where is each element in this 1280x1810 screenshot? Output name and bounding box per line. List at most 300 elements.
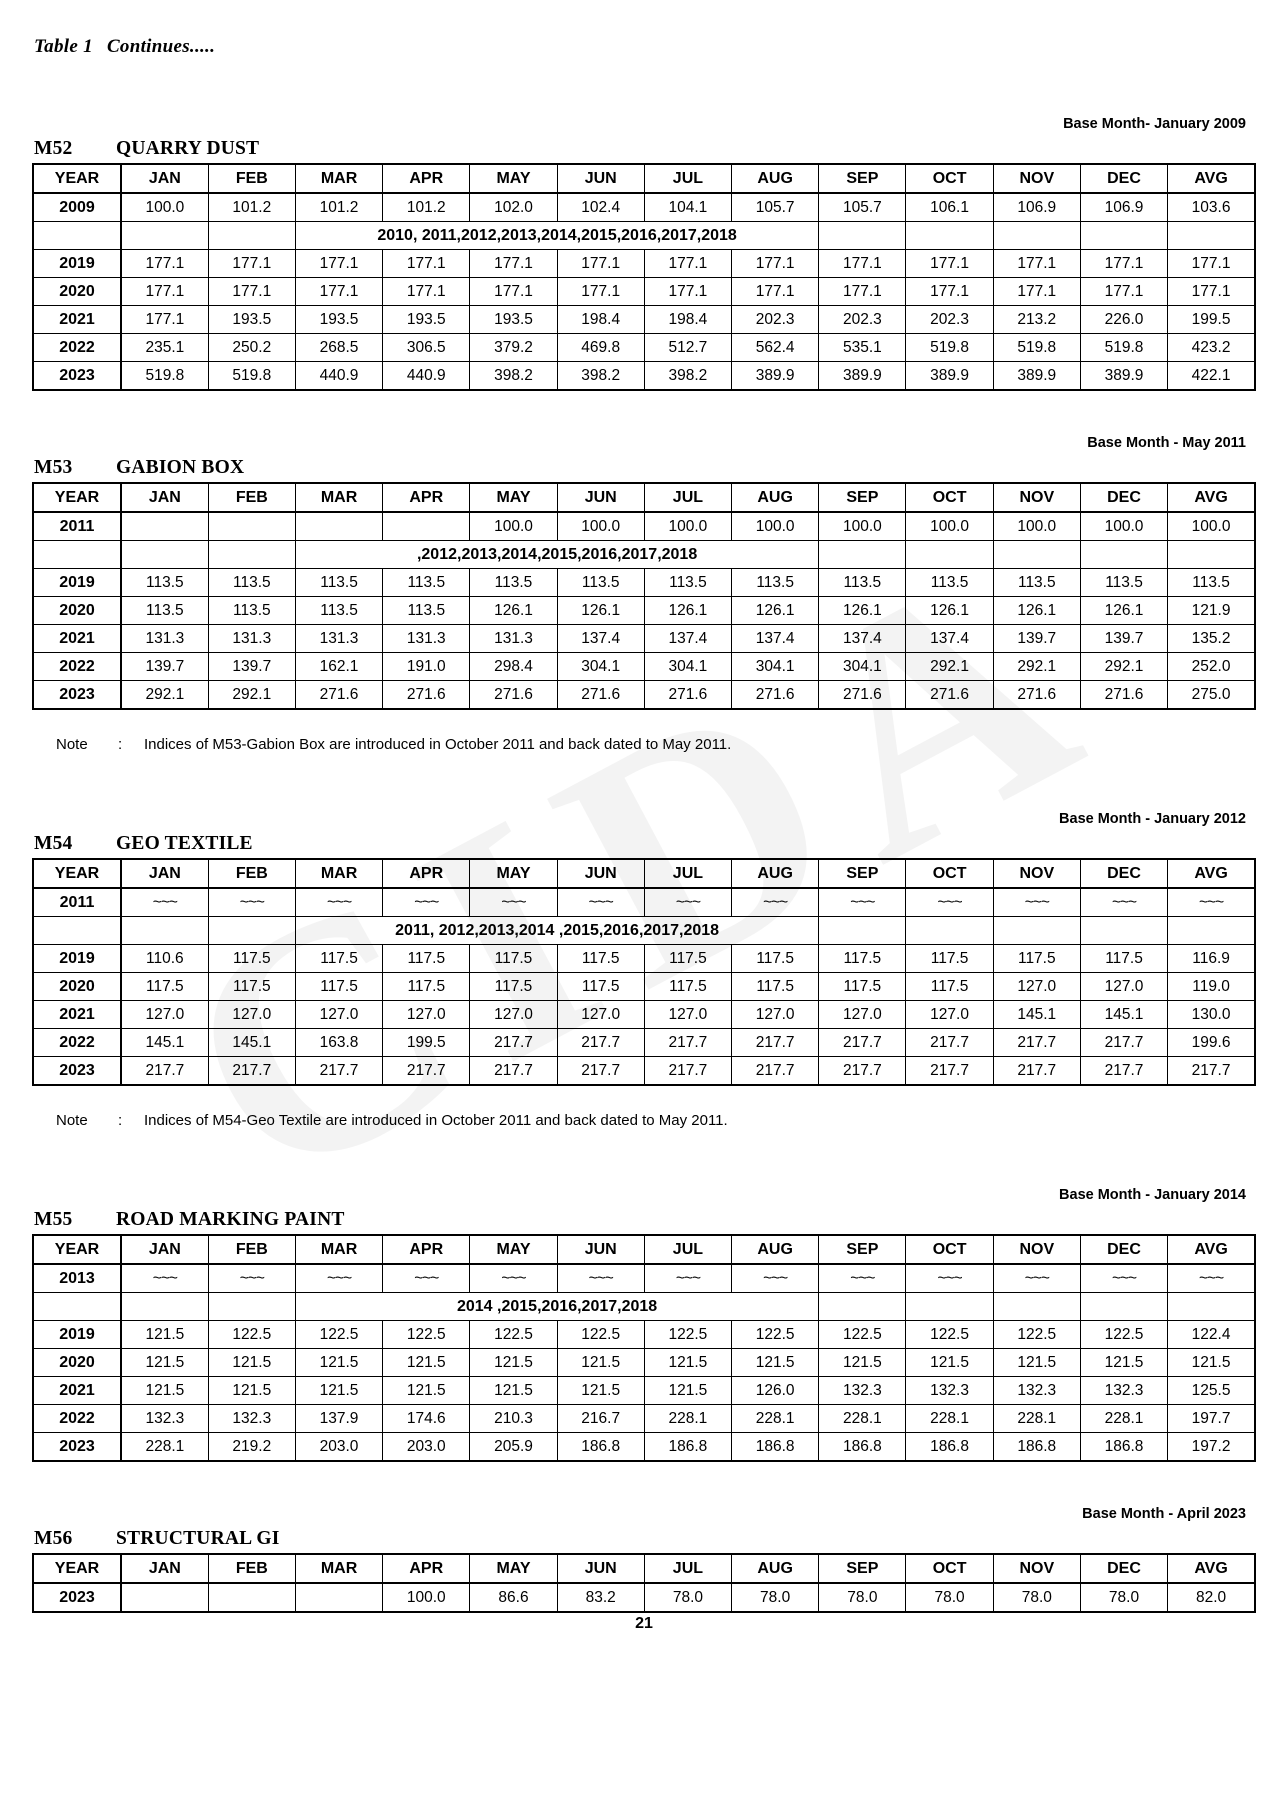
cell-feb: 193.5: [208, 306, 295, 334]
cell-sep: ~~~: [819, 1264, 906, 1293]
col-nov: NOV: [993, 164, 1080, 193]
cell-avg: 122.4: [1168, 1321, 1255, 1349]
row-year: 2011: [33, 512, 121, 541]
cell-apr: 101.2: [383, 193, 470, 222]
cell-avg: 130.0: [1168, 1001, 1255, 1029]
cell-feb: 132.3: [208, 1405, 295, 1433]
cell-apr: 113.5: [383, 597, 470, 625]
cell-aug: 562.4: [732, 334, 819, 362]
cell-apr: 199.5: [383, 1029, 470, 1057]
cell-feb: 117.5: [208, 945, 295, 973]
col-oct: OCT: [906, 483, 993, 512]
table-body-m55: [33, 1264, 1255, 1461]
cell-jun: 126.1: [557, 597, 644, 625]
span-pad-right: [1168, 917, 1255, 945]
cell-oct: 122.5: [906, 1321, 993, 1349]
cell-jun: 177.1: [557, 250, 644, 278]
cell-feb: 113.5: [208, 569, 295, 597]
cell-apr: 121.5: [383, 1349, 470, 1377]
col-avg: AVG: [1168, 1554, 1255, 1583]
cell-oct: 217.7: [906, 1057, 993, 1086]
span-pad-right: [993, 917, 1080, 945]
cell-jun: 217.7: [557, 1057, 644, 1086]
cell-sep: 186.8: [819, 1433, 906, 1462]
cell-nov: 217.7: [993, 1029, 1080, 1057]
cell-sep: ~~~: [819, 888, 906, 917]
cell-jul: 121.5: [644, 1349, 731, 1377]
base-month-m54: Base Month - January 2012: [1059, 811, 1246, 827]
cell-may: 205.9: [470, 1433, 557, 1462]
col-jun: JUN: [557, 483, 644, 512]
cell-sep: 217.7: [819, 1029, 906, 1057]
cell-oct: 292.1: [906, 653, 993, 681]
cell-nov: ~~~: [993, 888, 1080, 917]
col-year: YEAR: [33, 1235, 121, 1264]
cell-oct: 519.8: [906, 334, 993, 362]
row-year: [33, 541, 121, 569]
cell-may: 210.3: [470, 1405, 557, 1433]
cell-oct: 389.9: [906, 362, 993, 391]
cell-oct: 217.7: [906, 1029, 993, 1057]
cell-jun: 469.8: [557, 334, 644, 362]
span-pad-right: [1168, 541, 1255, 569]
row-year: 2020: [33, 597, 121, 625]
table-body-m53: [33, 512, 1255, 709]
col-avg: AVG: [1168, 859, 1255, 888]
table-row: [33, 1321, 1255, 1349]
cell-apr: 121.5: [383, 1377, 470, 1405]
cell-sep: 100.0: [819, 512, 906, 541]
col-jul: JUL: [644, 859, 731, 888]
cell-jul: 113.5: [644, 569, 731, 597]
table-row: [33, 250, 1255, 278]
span-pad-left: [208, 917, 295, 945]
cell-mar: ~~~: [295, 1264, 382, 1293]
cell-jan: 113.5: [121, 597, 208, 625]
cell-mar: 177.1: [295, 250, 382, 278]
span-pad-right: [819, 917, 906, 945]
cell-avg: ~~~: [1168, 1264, 1255, 1293]
col-mar: MAR: [295, 1554, 382, 1583]
cell-jun: 83.2: [557, 1583, 644, 1612]
row-year: 2022: [33, 334, 121, 362]
cell-aug: 117.5: [732, 973, 819, 1001]
cell-jan: 292.1: [121, 681, 208, 710]
cell-jan: 139.7: [121, 653, 208, 681]
table-m56: [32, 1553, 1256, 1613]
col-dec: DEC: [1080, 1235, 1167, 1264]
table-code-m55: M55: [34, 1209, 73, 1230]
cell-sep: 137.4: [819, 625, 906, 653]
cell-may: 127.0: [470, 1001, 557, 1029]
span-pad-left: [208, 222, 295, 250]
cell-sep: 117.5: [819, 973, 906, 1001]
cell-feb: ~~~: [208, 888, 295, 917]
cell-jan: 177.1: [121, 306, 208, 334]
cell-aug: 121.5: [732, 1349, 819, 1377]
table-name-m56: STRUCTURAL GI: [116, 1528, 280, 1549]
col-avg: AVG: [1168, 164, 1255, 193]
cell-jun: 216.7: [557, 1405, 644, 1433]
span-pad-right: [1080, 1293, 1167, 1321]
table-m55: [32, 1234, 1256, 1462]
table-header-row: [33, 1235, 1255, 1264]
cell-sep: 78.0: [819, 1583, 906, 1612]
cell-aug: 126.1: [732, 597, 819, 625]
col-feb: FEB: [208, 483, 295, 512]
row-year: 2011: [33, 888, 121, 917]
table-span-row: [33, 222, 1255, 250]
cell-sep: 105.7: [819, 193, 906, 222]
cell-dec: 389.9: [1080, 362, 1167, 391]
row-year: 2020: [33, 973, 121, 1001]
row-year: 2021: [33, 306, 121, 334]
col-feb: FEB: [208, 1554, 295, 1583]
cell-mar: 440.9: [295, 362, 382, 391]
cell-jul: 78.0: [644, 1583, 731, 1612]
cell-avg: 103.6: [1168, 193, 1255, 222]
cell-may: 86.6: [470, 1583, 557, 1612]
cell-mar: 127.0: [295, 1001, 382, 1029]
cell-jul: 122.5: [644, 1321, 731, 1349]
cell-feb: 131.3: [208, 625, 295, 653]
table-title-m55: [34, 1209, 1252, 1231]
cell-oct: 78.0: [906, 1583, 993, 1612]
cell-feb: 121.5: [208, 1377, 295, 1405]
cell-apr: 191.0: [383, 653, 470, 681]
col-sep: SEP: [819, 1235, 906, 1264]
cell-apr: 131.3: [383, 625, 470, 653]
table-row: [33, 569, 1255, 597]
cell-nov: 177.1: [993, 278, 1080, 306]
col-sep: SEP: [819, 164, 906, 193]
span-pad-right: [819, 222, 906, 250]
span-pad-left: [208, 541, 295, 569]
cell-may: 121.5: [470, 1349, 557, 1377]
table-header-row: [33, 164, 1255, 193]
table-row: [33, 1433, 1255, 1462]
col-jan: JAN: [121, 859, 208, 888]
cell-jun: 121.5: [557, 1349, 644, 1377]
cell-nov: 145.1: [993, 1001, 1080, 1029]
cell-aug: 117.5: [732, 945, 819, 973]
col-jan: JAN: [121, 1235, 208, 1264]
col-mar: MAR: [295, 483, 382, 512]
cell-oct: 126.1: [906, 597, 993, 625]
cell-mar: 163.8: [295, 1029, 382, 1057]
table-row: [33, 334, 1255, 362]
cell-may: 193.5: [470, 306, 557, 334]
span-pad-left: [121, 917, 208, 945]
cell-aug: 100.0: [732, 512, 819, 541]
cell-jan: 177.1: [121, 278, 208, 306]
table-m52: [32, 163, 1256, 391]
note-m53: [56, 736, 1252, 753]
cell-feb: 117.5: [208, 973, 295, 1001]
cell-sep: 271.6: [819, 681, 906, 710]
cell-jun: 271.6: [557, 681, 644, 710]
cell-sep: 304.1: [819, 653, 906, 681]
table-row: [33, 1057, 1255, 1086]
row-year: 2023: [33, 1057, 121, 1086]
row-year: 2019: [33, 569, 121, 597]
cell-dec: 113.5: [1080, 569, 1167, 597]
cell-dec: 145.1: [1080, 1001, 1167, 1029]
cell-feb: 113.5: [208, 597, 295, 625]
cell-nov: ~~~: [993, 1264, 1080, 1293]
cell-may: 126.1: [470, 597, 557, 625]
cell-feb: [208, 512, 295, 541]
cell-may: 298.4: [470, 653, 557, 681]
col-dec: DEC: [1080, 164, 1167, 193]
cell-nov: 519.8: [993, 334, 1080, 362]
cell-dec: 127.0: [1080, 973, 1167, 1001]
cell-dec: ~~~: [1080, 888, 1167, 917]
col-mar: MAR: [295, 164, 382, 193]
cell-feb: 177.1: [208, 250, 295, 278]
cell-nov: 177.1: [993, 250, 1080, 278]
cell-may: ~~~: [470, 1264, 557, 1293]
table-row: [33, 306, 1255, 334]
col-oct: OCT: [906, 164, 993, 193]
col-aug: AUG: [732, 859, 819, 888]
cell-avg: 422.1: [1168, 362, 1255, 391]
cell-jan: 117.5: [121, 973, 208, 1001]
col-apr: APR: [383, 859, 470, 888]
cell-dec: 228.1: [1080, 1405, 1167, 1433]
cell-aug: 202.3: [732, 306, 819, 334]
cell-mar: 217.7: [295, 1057, 382, 1086]
cell-nov: 122.5: [993, 1321, 1080, 1349]
cell-may: 121.5: [470, 1377, 557, 1405]
cell-jul: 217.7: [644, 1029, 731, 1057]
table-row: [33, 681, 1255, 710]
cell-nov: 126.1: [993, 597, 1080, 625]
cell-jan: 235.1: [121, 334, 208, 362]
col-oct: OCT: [906, 1554, 993, 1583]
cell-jun: 217.7: [557, 1029, 644, 1057]
cell-avg: 116.9: [1168, 945, 1255, 973]
cell-mar: 268.5: [295, 334, 382, 362]
cell-jan: 228.1: [121, 1433, 208, 1462]
cell-nov: 132.3: [993, 1377, 1080, 1405]
cell-aug: 126.0: [732, 1377, 819, 1405]
cell-avg: 113.5: [1168, 569, 1255, 597]
table-row: [33, 193, 1255, 222]
cell-nov: 271.6: [993, 681, 1080, 710]
cell-aug: 304.1: [732, 653, 819, 681]
table-row: [33, 597, 1255, 625]
row-year: 2023: [33, 362, 121, 391]
cell-aug: 127.0: [732, 1001, 819, 1029]
col-jul: JUL: [644, 1554, 731, 1583]
cell-jul: 121.5: [644, 1377, 731, 1405]
cell-jan: 217.7: [121, 1057, 208, 1086]
cell-jul: 137.4: [644, 625, 731, 653]
table-row: [33, 1001, 1255, 1029]
cell-nov: 228.1: [993, 1405, 1080, 1433]
table-code-m54: M54: [34, 833, 73, 854]
span-pad-right: [1168, 222, 1255, 250]
cell-avg: 121.9: [1168, 597, 1255, 625]
col-aug: AUG: [732, 1235, 819, 1264]
cell-apr: 440.9: [383, 362, 470, 391]
cell-oct: 106.1: [906, 193, 993, 222]
note-m54: [56, 1112, 1252, 1129]
document-header: [34, 36, 1252, 58]
cell-nov: 127.0: [993, 973, 1080, 1001]
cell-nov: 292.1: [993, 653, 1080, 681]
cell-apr: 177.1: [383, 278, 470, 306]
cell-feb: ~~~: [208, 1264, 295, 1293]
cell-may: 131.3: [470, 625, 557, 653]
cell-may: 217.7: [470, 1029, 557, 1057]
cell-dec: 78.0: [1080, 1583, 1167, 1612]
cell-mar: 101.2: [295, 193, 382, 222]
col-may: MAY: [470, 164, 557, 193]
cell-mar: [295, 1583, 382, 1612]
cell-dec: 122.5: [1080, 1321, 1167, 1349]
cell-jan: 121.5: [121, 1377, 208, 1405]
col-jul: JUL: [644, 483, 731, 512]
cell-jun: 177.1: [557, 278, 644, 306]
span-pad-right: [1080, 541, 1167, 569]
base-month-m52: Base Month- January 2009: [1063, 116, 1246, 132]
cell-apr: 174.6: [383, 1405, 470, 1433]
table-row: [33, 973, 1255, 1001]
cell-jan: ~~~: [121, 888, 208, 917]
cell-jul: 217.7: [644, 1057, 731, 1086]
cell-apr: 203.0: [383, 1433, 470, 1462]
cell-apr: ~~~: [383, 1264, 470, 1293]
cell-dec: 217.7: [1080, 1029, 1167, 1057]
table-row: [33, 1405, 1255, 1433]
cell-feb: 121.5: [208, 1349, 295, 1377]
cell-dec: 106.9: [1080, 193, 1167, 222]
cell-jun: 102.4: [557, 193, 644, 222]
cell-avg: 252.0: [1168, 653, 1255, 681]
cell-feb: 127.0: [208, 1001, 295, 1029]
row-year: 2009: [33, 193, 121, 222]
col-apr: APR: [383, 1235, 470, 1264]
cell-nov: 213.2: [993, 306, 1080, 334]
table-row: [33, 625, 1255, 653]
col-oct: OCT: [906, 1235, 993, 1264]
col-nov: NOV: [993, 483, 1080, 512]
cell-oct: 271.6: [906, 681, 993, 710]
cell-jun: 113.5: [557, 569, 644, 597]
cell-nov: 113.5: [993, 569, 1080, 597]
cell-dec: 271.6: [1080, 681, 1167, 710]
col-jan: JAN: [121, 1554, 208, 1583]
table-name-m53: GABION BOX: [116, 457, 245, 478]
cell-aug: ~~~: [732, 1264, 819, 1293]
row-year: 2022: [33, 1405, 121, 1433]
cell-oct: 186.8: [906, 1433, 993, 1462]
cell-nov: 117.5: [993, 945, 1080, 973]
span-pad-left: [121, 1293, 208, 1321]
cell-apr: 177.1: [383, 250, 470, 278]
cell-avg: 199.5: [1168, 306, 1255, 334]
cell-jan: 121.5: [121, 1321, 208, 1349]
cell-sep: 117.5: [819, 945, 906, 973]
cell-oct: 127.0: [906, 1001, 993, 1029]
cell-oct: 117.5: [906, 945, 993, 973]
table-name-m52: QUARRY DUST: [116, 138, 260, 159]
cell-aug: 217.7: [732, 1057, 819, 1086]
cell-dec: 100.0: [1080, 512, 1167, 541]
row-year: 2013: [33, 1264, 121, 1293]
cell-sep: 113.5: [819, 569, 906, 597]
table-span-row: [33, 917, 1255, 945]
col-sep: SEP: [819, 1554, 906, 1583]
note-label: Note: [56, 736, 88, 753]
cell-jun: ~~~: [557, 888, 644, 917]
cell-jun: 100.0: [557, 512, 644, 541]
col-year: YEAR: [33, 164, 121, 193]
cell-mar: 117.5: [295, 945, 382, 973]
cell-oct: 177.1: [906, 250, 993, 278]
cell-jun: 304.1: [557, 653, 644, 681]
cell-feb: 122.5: [208, 1321, 295, 1349]
cell-dec: 519.8: [1080, 334, 1167, 362]
row-year: [33, 1293, 121, 1321]
cell-dec: 126.1: [1080, 597, 1167, 625]
table-row: [33, 653, 1255, 681]
cell-jan: 127.0: [121, 1001, 208, 1029]
cell-jan: 132.3: [121, 1405, 208, 1433]
col-avg: AVG: [1168, 1235, 1255, 1264]
cell-apr: [383, 512, 470, 541]
col-apr: APR: [383, 483, 470, 512]
col-year: YEAR: [33, 1554, 121, 1583]
cell-jul: 271.6: [644, 681, 731, 710]
col-aug: AUG: [732, 164, 819, 193]
table-title-m56: [34, 1528, 1252, 1550]
span-pad-left: [121, 222, 208, 250]
cell-dec: ~~~: [1080, 1264, 1167, 1293]
row-year: 2023: [33, 681, 121, 710]
span-pad-right: [906, 541, 993, 569]
col-jul: JUL: [644, 164, 731, 193]
cell-jul: 117.5: [644, 945, 731, 973]
cell-jul: 126.1: [644, 597, 731, 625]
row-year: 2021: [33, 625, 121, 653]
cell-jul: 177.1: [644, 250, 731, 278]
note-text: Indices of M54-Geo Textile are introduced in October 2011 and back dated to May 2011.: [144, 1112, 728, 1129]
table-row: [33, 1264, 1255, 1293]
cell-feb: 292.1: [208, 681, 295, 710]
cell-sep: 389.9: [819, 362, 906, 391]
span-pad-right: [1080, 917, 1167, 945]
cell-jan: 519.8: [121, 362, 208, 391]
col-jan: JAN: [121, 164, 208, 193]
row-year: 2021: [33, 1001, 121, 1029]
cell-may: 113.5: [470, 569, 557, 597]
row-year: 2019: [33, 1321, 121, 1349]
cell-jul: 228.1: [644, 1405, 731, 1433]
cell-apr: 117.5: [383, 945, 470, 973]
cell-aug: 122.5: [732, 1321, 819, 1349]
cell-jan: ~~~: [121, 1264, 208, 1293]
cell-jul: 304.1: [644, 653, 731, 681]
cell-jul: 127.0: [644, 1001, 731, 1029]
cell-jun: ~~~: [557, 1264, 644, 1293]
col-mar: MAR: [295, 1235, 382, 1264]
cell-apr: 193.5: [383, 306, 470, 334]
cell-feb: [208, 1583, 295, 1612]
cell-jul: 177.1: [644, 278, 731, 306]
